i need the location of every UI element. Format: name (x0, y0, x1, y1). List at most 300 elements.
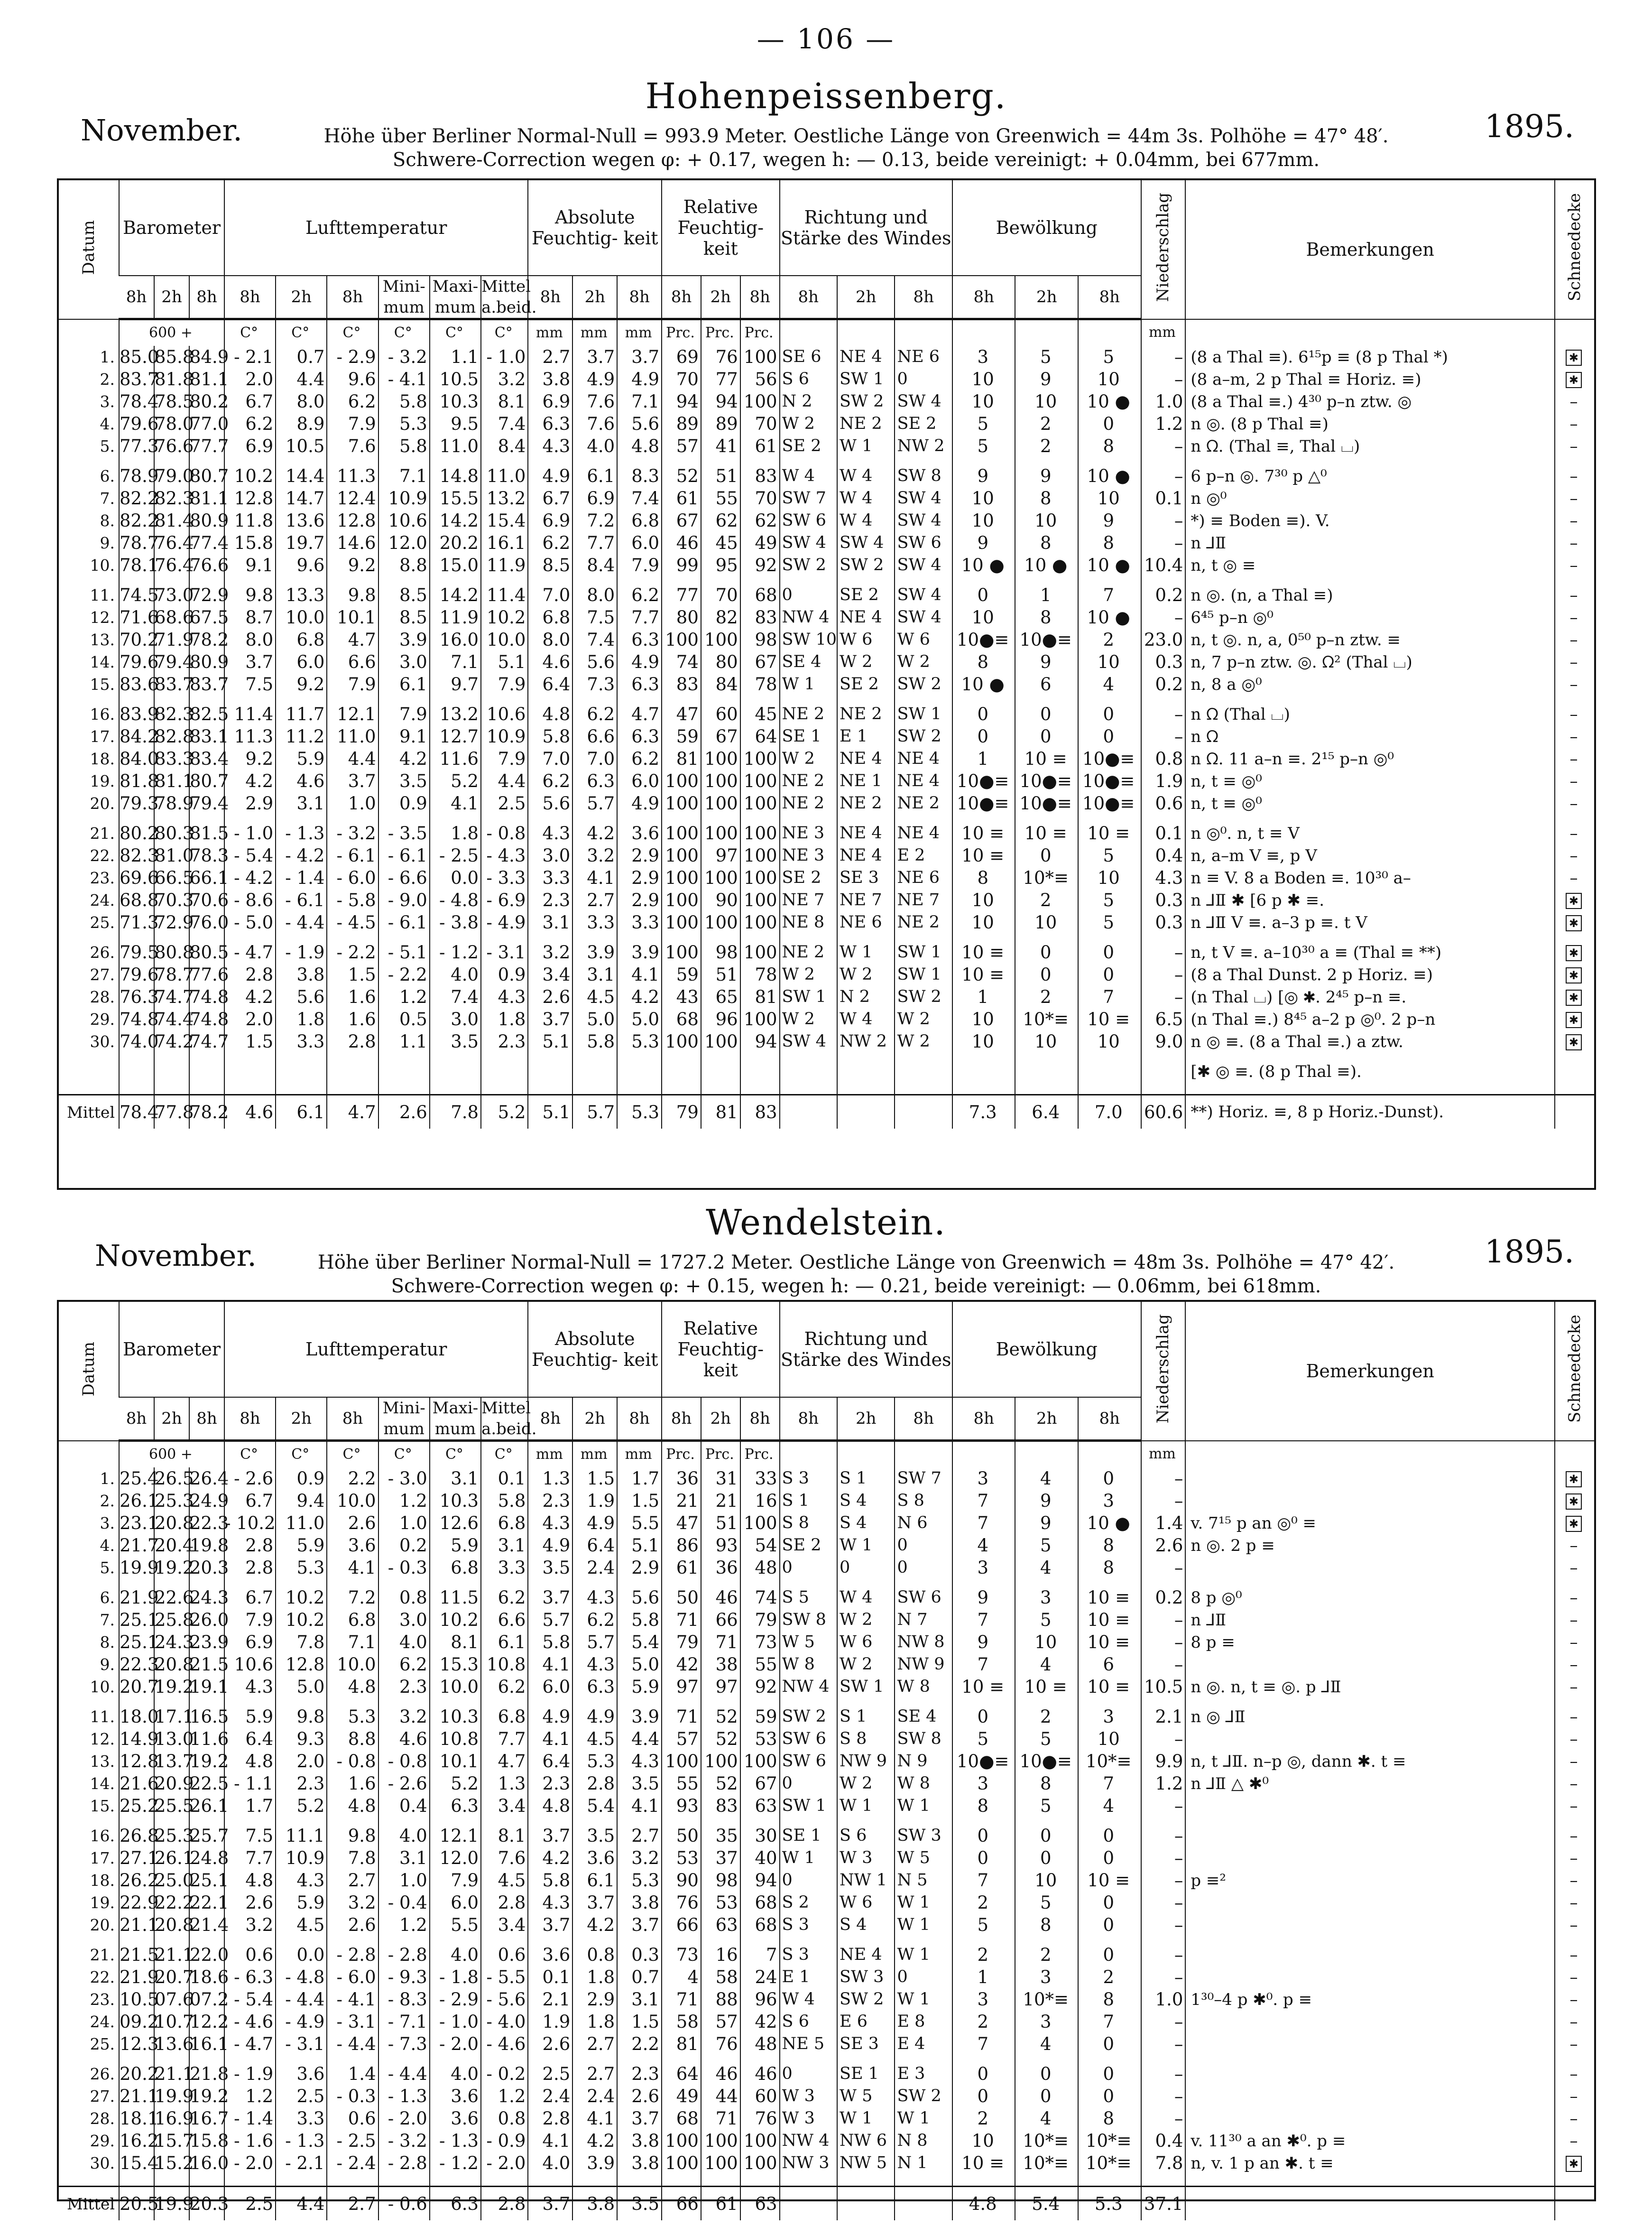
value-cell: 25.2 (120, 1796, 159, 1816)
snow-cover-cell: – (1555, 1988, 1594, 2011)
value-cell: 20. (90, 1916, 115, 1934)
value-cell: 6.4 (528, 673, 572, 696)
value-cell: 4.9 (528, 1706, 572, 1728)
value-cell: NW 4 (780, 2130, 837, 2152)
value-cell: 81.5 (189, 823, 229, 844)
value-cell: 52 (662, 465, 701, 487)
value-cell: SW 8 (895, 1728, 952, 1750)
gap-cell (895, 1936, 952, 1944)
value-cell (224, 1060, 276, 1083)
value-cell: – (1141, 1490, 1186, 1512)
value-cell: 3.9 (572, 941, 617, 964)
snow-cover-cell: – (1555, 532, 1594, 554)
value-cell: 68 (662, 2107, 701, 2130)
value-cell: 24.9 (189, 1491, 229, 1511)
gap-cell (952, 2174, 1015, 2187)
table-row (59, 1706, 1594, 1728)
gap-cell (119, 1053, 154, 1060)
table-row (59, 941, 1594, 964)
remark-cell: n ᘯ (Thal ⌴) (1185, 703, 1555, 725)
value-cell: 5.3 (378, 413, 430, 435)
value-cell: 2.7 (327, 1869, 378, 1892)
value-cell: 18.1 (120, 2108, 159, 2129)
value-cell: 8 (1015, 1772, 1078, 1795)
value-cell: SE 2 (837, 584, 895, 606)
value-cell: 4.3 (572, 1586, 617, 1609)
value-cell: 1.0 (378, 1512, 430, 1534)
gap-cell (1141, 696, 1186, 703)
mean-value: 78.4 (119, 1095, 154, 1129)
value-cell: W 2 (837, 964, 895, 986)
value-cell: 26.0 (189, 1610, 229, 1630)
value-cell: 6.2 (572, 1609, 617, 1631)
value-cell: 10 (952, 390, 1015, 413)
value-cell: 4. (100, 415, 115, 433)
value-cell: 5.0 (572, 1008, 617, 1030)
value-cell: 84.2 (120, 726, 159, 747)
value-cell: 9.8 (224, 584, 276, 606)
gap-cell (701, 1083, 740, 1095)
value-cell: 64 (740, 725, 780, 748)
remark-cell: 6 p–n ◎. 7³⁰ p △⁰ (1185, 465, 1555, 487)
value-cell: 5.3 (572, 1750, 617, 1772)
gap-cell (1555, 1053, 1594, 1060)
value-cell: 6.1 (572, 465, 617, 487)
value-cell: 15.8 (224, 532, 276, 554)
gap-cell (327, 2055, 378, 2063)
value-cell: 76.4 (154, 555, 194, 575)
gap-cell (481, 1698, 528, 1706)
subcol-max: Maxi- mum (430, 276, 481, 319)
value-cell: 10●≡ (1015, 1750, 1078, 1772)
value-cell: 6.6 (572, 725, 617, 748)
remark-cell: 1³⁰–4 p ✱⁰. p ≡ (1185, 1988, 1555, 2011)
value-cell: 8.4 (481, 435, 528, 457)
value-cell: 6. (100, 1588, 115, 1607)
snow-cover-cell: – (1555, 1772, 1594, 1795)
value-cell: 20.2 (120, 2064, 159, 2084)
table-row (59, 1869, 1594, 1892)
value-cell: NE 4 (837, 1944, 895, 1966)
gap-cell (481, 815, 528, 822)
gap-cell (895, 1817, 952, 1825)
gap-cell (1078, 2174, 1141, 2187)
value-cell: 78.5 (154, 391, 194, 412)
value-cell: 10 ≡ (1078, 1631, 1141, 1653)
table-hohenpeissenberg (57, 178, 1596, 1190)
gap-cell (1015, 1698, 1078, 1706)
value-cell: 5 (1015, 1728, 1078, 1750)
value-cell: 58 (662, 2011, 701, 2033)
gap-cell (327, 1053, 378, 1060)
gap-cell (276, 1698, 327, 1706)
snow-cover-icon: ✱ (1566, 893, 1582, 909)
gap-cell (59, 2174, 119, 2187)
value-cell (952, 1060, 1015, 1083)
snow-cover-cell: – (1555, 1728, 1594, 1750)
snow-cover-cell: – (1555, 1944, 1594, 1966)
unit-cell (1015, 1441, 1078, 1468)
value-cell: 82.2 (120, 510, 159, 531)
value-cell: 1.9 (1141, 770, 1186, 792)
value-cell: 5.7 (572, 792, 617, 815)
value-cell: 8 (1015, 606, 1078, 629)
mean-value: 81 (701, 1095, 740, 1129)
value-cell: – (1141, 2011, 1186, 2033)
value-cell: 7.0 (528, 584, 572, 606)
value-cell: SW 4 (895, 510, 952, 532)
value-cell: 2.3 (617, 2063, 662, 2085)
value-cell: W 8 (780, 1653, 837, 1676)
gap-cell (59, 1579, 119, 1586)
value-cell: 6.8 (617, 510, 662, 532)
value-cell: 3.0 (378, 1609, 430, 1631)
value-cell: 11.3 (224, 725, 276, 748)
subcol-t8b: 8h (740, 276, 780, 319)
value-cell: – (1141, 2033, 1186, 2055)
gap-cell (59, 1083, 119, 1095)
unit-cell (1015, 319, 1078, 346)
value-cell: NE 2 (780, 703, 837, 725)
value-cell: - 1.3 (378, 2085, 430, 2107)
value-cell: 0.0 (276, 1944, 327, 1966)
value-cell: 15. (90, 1797, 115, 1815)
subcol-t2: 2h (1015, 1397, 1078, 1441)
col-niederschlag-label: Niederschlag (1154, 1314, 1173, 1424)
mean-value (780, 2187, 837, 2221)
value-cell: - 4.4 (378, 2063, 430, 2085)
value-cell: - 4.8 (430, 889, 481, 911)
value-cell: - 7.1 (378, 2011, 430, 2033)
col-bewoelkung: Bewölkung (952, 180, 1141, 276)
value-cell: 10.2 (430, 1609, 481, 1631)
snow-cover-cell (1555, 986, 1594, 1008)
value-cell: 0.1 (528, 1966, 572, 1988)
value-cell: 5.0 (617, 1008, 662, 1030)
value-cell: 3 (952, 1988, 1015, 2011)
snow-cover-cell: – (1555, 1914, 1594, 1936)
remark-cell: n ᘯ (1185, 725, 1555, 748)
value-cell: W 3 (780, 2107, 837, 2130)
value-cell: 10 (1078, 487, 1141, 510)
value-cell: S 8 (895, 1490, 952, 1512)
value-cell: W 2 (837, 1772, 895, 1795)
value-cell: 59 (662, 964, 701, 986)
value-cell: 5.2 (430, 1772, 481, 1795)
value-cell: - 5.4 (224, 844, 276, 867)
subcol-t8b: 8h (617, 276, 662, 319)
value-cell: 3.2 (224, 1914, 276, 1936)
value-cell: SW 6 (780, 1750, 837, 1772)
value-cell: - 4.3 (481, 844, 528, 867)
value-cell: 8.8 (378, 554, 430, 576)
value-cell: 12.2 (189, 2012, 229, 2032)
value-cell: 73 (662, 1944, 701, 1966)
unit-cell: Prc. (662, 1441, 701, 1468)
value-cell: - 2.1 (224, 346, 276, 368)
value-cell: 16. (90, 705, 115, 723)
gap-cell (119, 2174, 154, 2187)
value-cell: 6.3 (617, 673, 662, 696)
value-cell: 5.8 (528, 1869, 572, 1892)
value-cell: 83 (701, 1795, 740, 1817)
value-cell: SE 3 (837, 2033, 895, 2055)
value-cell: 5.6 (572, 651, 617, 673)
gap-cell (1078, 576, 1141, 584)
value-cell: NE 4 (837, 844, 895, 867)
unit-cell: Prc. (662, 319, 701, 346)
gap-cell (1185, 696, 1555, 703)
value-cell: 90 (662, 1869, 701, 1892)
group-gap (59, 1053, 1594, 1060)
gap-cell (276, 2055, 327, 2063)
value-cell: 4.1 (617, 1795, 662, 1817)
value-cell: W 6 (837, 629, 895, 651)
value-cell: 11.0 (481, 465, 528, 487)
gap-cell (528, 815, 572, 822)
gap-cell (430, 696, 481, 703)
value-cell: 15.8 (189, 2131, 229, 2151)
remark-cell: n, t V ≡. a–10³⁰ a ≡ (Thal ≡ **) (1185, 941, 1555, 964)
value-cell (528, 1060, 572, 1083)
unit-cell: Prc. (701, 319, 740, 346)
unit-cell: C° (378, 319, 430, 346)
value-cell: S 1 (780, 1490, 837, 1512)
value-cell: 2.2 (617, 2033, 662, 2055)
value-cell: E 2 (895, 844, 952, 867)
value-cell: S 3 (780, 1944, 837, 1966)
value-cell: 10*≡ (1015, 2152, 1078, 2174)
value-cell: 6.9 (224, 435, 276, 457)
value-cell: 3.1 (481, 1534, 528, 1557)
value-cell (481, 1060, 528, 1083)
value-cell: 8 (1078, 1988, 1141, 2011)
value-cell: 7.5 (572, 606, 617, 629)
gap-cell (617, 1053, 662, 1060)
value-cell: 2.9 (617, 1557, 662, 1579)
gap-cell (1078, 457, 1141, 465)
value-cell: - 9.3 (378, 1966, 430, 1988)
value-cell: 19.8 (189, 1535, 229, 1556)
gap-cell (780, 1698, 837, 1706)
value-cell: NE 2 (780, 792, 837, 815)
value-cell: 4.5 (276, 1914, 327, 1936)
value-cell: 2.8 (224, 964, 276, 986)
gap-cell (740, 2174, 780, 2187)
gap-cell (572, 1053, 617, 1060)
value-cell: - 3.1 (327, 2011, 378, 2033)
value-cell: 76 (701, 346, 740, 368)
value-cell: 5 (1078, 911, 1141, 934)
value-cell: 4.6 (276, 770, 327, 792)
value-cell (1141, 1060, 1186, 1083)
value-cell: 6.0 (430, 1892, 481, 1914)
gap-cell (837, 2055, 895, 2063)
value-cell: 10*≡ (1015, 2130, 1078, 2152)
value-cell: 6.3 (430, 1795, 481, 1817)
gap-cell (662, 815, 701, 822)
value-cell: 11.6 (430, 748, 481, 770)
value-cell: 6.0 (617, 532, 662, 554)
value-cell: 10 ≡ (952, 964, 1015, 986)
value-cell: 2.6 (1141, 1534, 1186, 1557)
gap-cell (1555, 576, 1594, 584)
value-cell: 3.5 (617, 1772, 662, 1795)
value-cell: – (1141, 2063, 1186, 2085)
value-cell: 22.1 (189, 1892, 229, 1913)
value-cell: 10 ≡ (952, 2152, 1015, 2174)
value-cell: 7.2 (572, 510, 617, 532)
gap-cell (1185, 815, 1555, 822)
value-cell: 5.8 (481, 1490, 528, 1512)
value-cell: 6.8 (327, 1609, 378, 1631)
value-cell: 80.3 (154, 823, 194, 844)
value-cell: 10 ≡ (1078, 1586, 1141, 1609)
remark-cell: 8 p ◎⁰ (1185, 1586, 1555, 1609)
value-cell: 9 (1015, 368, 1078, 390)
gap-cell (572, 815, 617, 822)
value-cell: 0 (1078, 964, 1141, 986)
value-cell: 3.3 (572, 911, 617, 934)
value-cell: N 2 (837, 986, 895, 1008)
value-cell: 1.8 (276, 1008, 327, 1030)
value-cell: 61 (662, 1557, 701, 1579)
snow-cover-cell: – (1555, 1534, 1594, 1557)
value-cell: 57 (662, 1728, 701, 1750)
value-cell: NE 3 (780, 822, 837, 844)
col-datum (59, 180, 119, 319)
value-cell: 0 (1078, 1847, 1141, 1869)
value-cell: 100 (662, 629, 701, 651)
value-cell (837, 1060, 895, 1083)
value-cell: 9.2 (224, 748, 276, 770)
subcol-t2: 2h (701, 276, 740, 319)
value-cell: 71 (662, 1609, 701, 1631)
group-gap (59, 696, 1594, 703)
value-cell: S 4 (837, 1490, 895, 1512)
value-cell: NE 1 (837, 770, 895, 792)
gap-cell (572, 696, 617, 703)
value-cell: 8.5 (528, 554, 572, 576)
value-cell: 2.3 (528, 889, 572, 911)
value-cell: S 2 (780, 1892, 837, 1914)
gap-cell (154, 457, 189, 465)
remark-cell: (n Thal ≡.) 8⁴⁵ a–2 p ◎⁰. 2 p–n (1185, 1008, 1555, 1030)
value-cell (740, 1060, 780, 1083)
gap-cell (740, 1817, 780, 1825)
value-cell: 67 (740, 651, 780, 673)
snow-cover-cell: – (1555, 465, 1594, 487)
value-cell: 16.5 (189, 1707, 229, 1727)
value-cell: 0.3 (617, 1944, 662, 1966)
gap-cell (59, 1698, 119, 1706)
value-cell: 6. (100, 467, 115, 485)
value-cell: 4 (952, 1534, 1015, 1557)
value-cell: 0 (1078, 2085, 1141, 2107)
gap-cell (895, 1053, 952, 1060)
value-cell: 79.6 (120, 965, 159, 985)
value-cell: SW 2 (895, 2085, 952, 2107)
value-cell: 10●≡ (952, 770, 1015, 792)
value-cell: 3.3 (481, 1557, 528, 1579)
snow-cover-icon: ✱ (1566, 945, 1582, 961)
value-cell: 4.5 (572, 1728, 617, 1750)
value-cell: 4.1 (430, 792, 481, 815)
snow-cover-cell: – (1555, 770, 1594, 792)
gap-cell (617, 934, 662, 941)
value-cell: 94 (701, 390, 740, 413)
value-cell: 22.0 (189, 1945, 229, 1965)
gap-cell (895, 2174, 952, 2187)
table-row (59, 629, 1594, 651)
value-cell: 21. (90, 1946, 115, 1964)
gap-cell (952, 696, 1015, 703)
table-row (59, 1966, 1594, 1988)
value-cell: 82.2 (120, 488, 159, 509)
value-cell: 10 ≡ (1015, 748, 1078, 770)
value-cell: 0.8 (1141, 748, 1186, 770)
value-cell: 3.1 (430, 1467, 481, 1490)
value-cell: NE 2 (837, 413, 895, 435)
value-cell: 2.7 (572, 2033, 617, 2055)
value-cell: 5 (952, 413, 1015, 435)
value-cell: - 7.3 (378, 2033, 430, 2055)
value-cell: S 6 (780, 2011, 837, 2033)
gap-cell (1185, 1817, 1555, 1825)
value-cell: 76.3 (120, 987, 159, 1007)
gap-cell (1555, 2174, 1594, 2187)
value-cell: 80 (701, 651, 740, 673)
value-cell: 76.0 (189, 912, 229, 933)
value-cell: 4.2 (572, 1914, 617, 1936)
value-cell: 8.3 (617, 465, 662, 487)
value-cell: 1.0 (327, 792, 378, 815)
value-cell: 9.4 (276, 1490, 327, 1512)
group-gap (59, 1817, 1594, 1825)
value-cell: 10.8 (430, 1728, 481, 1750)
snow-cover-cell: – (1555, 1892, 1594, 1914)
value-cell: W 4 (837, 487, 895, 510)
value-cell: 7.4 (617, 487, 662, 510)
value-cell: – (1141, 1892, 1186, 1914)
value-cell: - 4.1 (378, 368, 430, 390)
remark-cell (1185, 1795, 1555, 1817)
value-cell: 3. (100, 392, 115, 411)
gap-cell (780, 696, 837, 703)
value-cell: 25. (90, 2035, 115, 2053)
value-cell: 6.8 (481, 1706, 528, 1728)
value-cell: 3.7 (572, 1892, 617, 1914)
snow-cover-cell (1555, 911, 1594, 934)
value-cell: NE 2 (780, 941, 837, 964)
value-cell: 7.1 (617, 390, 662, 413)
value-cell: 9.6 (327, 368, 378, 390)
value-cell: 55 (662, 1772, 701, 1795)
table-row (59, 413, 1594, 435)
value-cell: 11. (90, 586, 115, 604)
gap-cell (528, 1698, 572, 1706)
col-absolute-feuchtigkeit: Absolute Feuchtig- keit (528, 180, 662, 276)
value-cell: 78.9 (154, 793, 194, 814)
value-cell: 6.7 (528, 487, 572, 510)
gap-cell (572, 576, 617, 584)
value-cell: 7.0 (572, 748, 617, 770)
value-cell: 3.2 (572, 844, 617, 867)
value-cell: 25.3 (154, 1826, 194, 1846)
value-cell: SW 1 (837, 368, 895, 390)
value-cell: N 7 (895, 1609, 952, 1631)
gap-cell (1185, 1698, 1555, 1706)
